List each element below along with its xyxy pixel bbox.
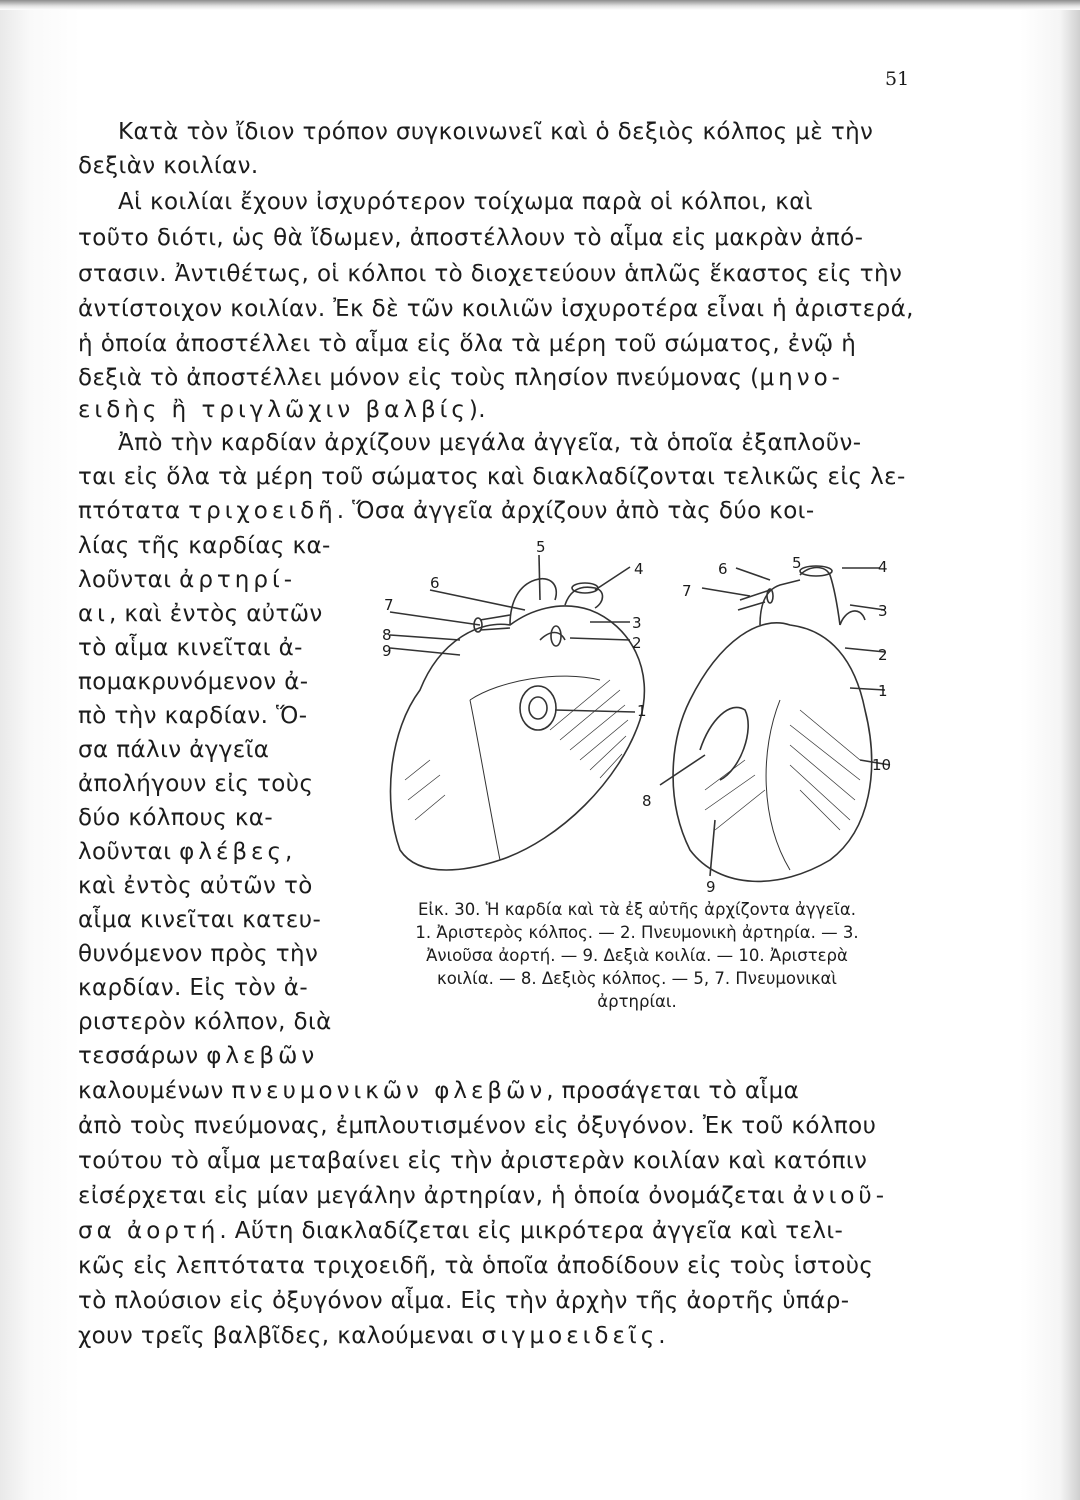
spaced-term: μηνο- (759, 365, 844, 391)
spaced-term: φλεβῶν (206, 1043, 319, 1069)
text-line: ἀπολήγουν εἰς τοὺς (78, 771, 314, 797)
text-line: τὸ πλούσιον εἰς ὀξυγόνον αἷμα. Εἰς τὴν ἀρχὴν τῆς ἀορτῆς ὑπάρ- (78, 1288, 850, 1314)
text-line: καρδίαν. Εἰς τὸν ἀ- (78, 975, 309, 1001)
text-span: εἰσέρχεται εἰς μίαν μεγάλην ἀρτηρίαν, ἡ ὁποία ὀνομάζεται (78, 1183, 793, 1209)
right-heart-drawing (660, 566, 890, 881)
figure-label: 3 (632, 614, 642, 632)
text-line: ἡ ὁποία ἀποστέλλει τὸ αἷμα εἰς ὅλα τὰ μέρη τοῦ σώματος, ἐνῷ ἡ (78, 331, 857, 357)
caption-line: 1. Ἀριστερὸς κόλπος. — 2. Πνευμονικὴ ἀρτηρία. — 3. (415, 923, 859, 942)
text-line (78, 1178, 926, 1214)
text-line: θυνόμενον πρὸς τὴν (78, 941, 319, 967)
figure-label: 2 (632, 634, 642, 652)
text-span: , καὶ ἐντὸς αὐτῶν (108, 601, 323, 627)
text-line (78, 1073, 926, 1109)
text-line (78, 834, 346, 870)
figure-label: 8 (642, 792, 652, 810)
text-span: , προσάγεται τὸ αἷμα (546, 1078, 800, 1104)
text-span: πτότατα (78, 498, 189, 524)
spaced-term: ειδὴς ἢ τριγλῶχιν βαλβίς (78, 397, 469, 423)
caption-line: ἀρτηρίαι. (597, 992, 677, 1011)
text-span: . Αὕτη διακλαδίζεται εἰς μικρότερα ἀγγεῖα καὶ τελι- (219, 1218, 844, 1244)
figure-label: 2 (878, 646, 888, 664)
text-line: δύο κόλπους κα- (78, 805, 274, 831)
text-line: δεξιὰν κοιλίαν. (78, 153, 259, 179)
figure-label: 1 (878, 682, 888, 700)
text-line: ριστερὸν κόλπον, διὰ (78, 1009, 332, 1035)
text-line (78, 360, 926, 396)
text-line: κῶς εἰς λεπτότατα τριχοειδῆ, τὰ ὁποῖα ἀποδίδουν εἰς τοὺς ἱστοὺς (78, 1253, 874, 1279)
text-span: , (284, 839, 293, 865)
text-line: ἀντίστοιχον κοιλίαν. Ἐκ δὲ τῶν κοιλιῶν ἰσχυροτέρα εἶναι ἡ ἀριστερά, (78, 296, 914, 322)
heart-illustration (360, 530, 920, 910)
text-line: λίας τῆς καρδίας κα- (78, 533, 331, 559)
spaced-term: φλέβες (179, 839, 285, 865)
text-line: ἀπὸ τοὺς πνεύμονας, ἐμπλουτισμένον εἰς ὀξυγόνον. Ἐκ τοῦ κόλπου (78, 1113, 877, 1139)
text-span: χουν τρεῖς βαλβῖδες, καλούμεναι (78, 1323, 482, 1349)
text-line (78, 1213, 926, 1249)
text-line: στασιν. Ἀντιθέτως, οἱ κόλποι τὸ διοχετεύουν ἁπλῶς ἕκαστος εἰς τὴν (78, 261, 903, 287)
spaced-term: σα ἀορτή (78, 1218, 220, 1244)
spaced-term: αι (78, 601, 109, 627)
figure-label: 3 (878, 602, 888, 620)
figure-label: 4 (634, 560, 644, 578)
spaced-term: ἀρτηρί- (179, 567, 297, 593)
text-line: αἷμα κινεῖται κατευ- (78, 907, 322, 933)
text-line: Αἱ κοιλίαι ἔχουν ἰσχυρότερον τοίχωμα παρὰ οἱ κόλποι, καὶ (118, 189, 813, 215)
heart-figure (360, 530, 920, 910)
text-line: τὸ αἷμα κινεῖται ἀ- (78, 635, 303, 661)
text-line: τοῦτο διότι, ὡς θὰ ἴδωμεν, ἀποστέλλουν τὸ αἷμα εἰς μακρὰν ἀπό- (78, 225, 864, 251)
text-line (78, 1318, 926, 1354)
figure-label: 8 (382, 626, 392, 644)
text-span: . (658, 1323, 666, 1349)
text-line: Ἀπὸ τὴν καρδίαν ἀρχίζουν μεγάλα ἀγγεῖα, τὰ ὁποῖα ἐξαπλοῦν- (118, 430, 862, 456)
figure-label: 9 (382, 642, 392, 660)
spaced-term: σιγμοειδεῖς (481, 1323, 659, 1349)
figure-label: 4 (878, 558, 888, 576)
text-line: σα πάλιν ἀγγεῖα (78, 737, 270, 763)
caption-line: Ἀνιοῦσα ἀορτή. — 9. Δεξιὰ κοιλία. — 10. Ἀριστερὰ (426, 946, 848, 965)
text-span: λοῦνται (78, 839, 180, 865)
text-span: . Ὅσα ἀγγεῖα ἀρχίζουν ἀπὸ τὰς δύο κοι- (336, 498, 815, 524)
text-span: λοῦνται (78, 567, 180, 593)
text-line: πομακρυνόμενον ἀ- (78, 669, 309, 695)
figure-label: 7 (682, 582, 692, 600)
text-line (78, 562, 346, 598)
text-line: τούτου τὸ αἷμα μεταβαίνει εἰς τὴν ἀριστερὰν κοιλίαν καὶ κατόπιν (78, 1148, 868, 1174)
text-line: Κατὰ τὸν ἴδιον τρόπον συγκοινωνεῖ καὶ ὁ δεξιὸς κόλπος μὲ τὴν (118, 119, 874, 145)
text-line (78, 1038, 346, 1074)
text-span: δεξιὰ τὸ ἀποστέλλει μόνον εἰς τοὺς πλησίον πνεύμονας ( (78, 365, 760, 391)
page-number: 51 (885, 68, 910, 90)
spaced-term: πνευμονικῶν φλεβῶν (231, 1078, 547, 1104)
text-line: καὶ ἐντὸς αὐτῶν τὸ (78, 873, 313, 899)
spaced-term: τριχοειδῆ (188, 498, 337, 524)
figure-label: 10 (872, 756, 892, 774)
text-line (78, 392, 926, 428)
spaced-term: ἀνιοῦ- (792, 1183, 889, 1209)
text-span: ). (468, 397, 487, 423)
left-heart-drawing (390, 555, 644, 870)
figure-label: 6 (430, 574, 440, 592)
figure-label: 5 (536, 538, 546, 556)
caption-line: Εἰκ. 30. Ἡ καρδία καὶ τὰ ἐξ αὐτῆς ἀρχίζοντα ἀγγεῖα. (417, 900, 857, 919)
text-span: καλουμένων (78, 1078, 232, 1104)
figure-label: 1 (637, 702, 647, 720)
caption-line: κοιλία. — 8. Δεξιὸς κόλπος. — 5, 7. Πνευμονικαὶ (436, 969, 838, 988)
text-line (78, 596, 346, 632)
text-span: τεσσάρων (78, 1043, 207, 1069)
text-line: πὸ τὴν καρδίαν. Ὅ- (78, 703, 308, 729)
figure-label: 7 (384, 596, 394, 614)
figure-label: 6 (718, 560, 728, 578)
text-line: ται εἰς ὅλα τὰ μέρη τοῦ σώματος καὶ διακλαδίζονται τελικῶς εἰς λε- (78, 464, 906, 490)
figure-label: 5 (792, 554, 802, 572)
figure-label: 9 (706, 878, 716, 896)
figure-caption (352, 898, 922, 1048)
text-line (78, 493, 926, 529)
page-top-shadow (0, 0, 1080, 10)
